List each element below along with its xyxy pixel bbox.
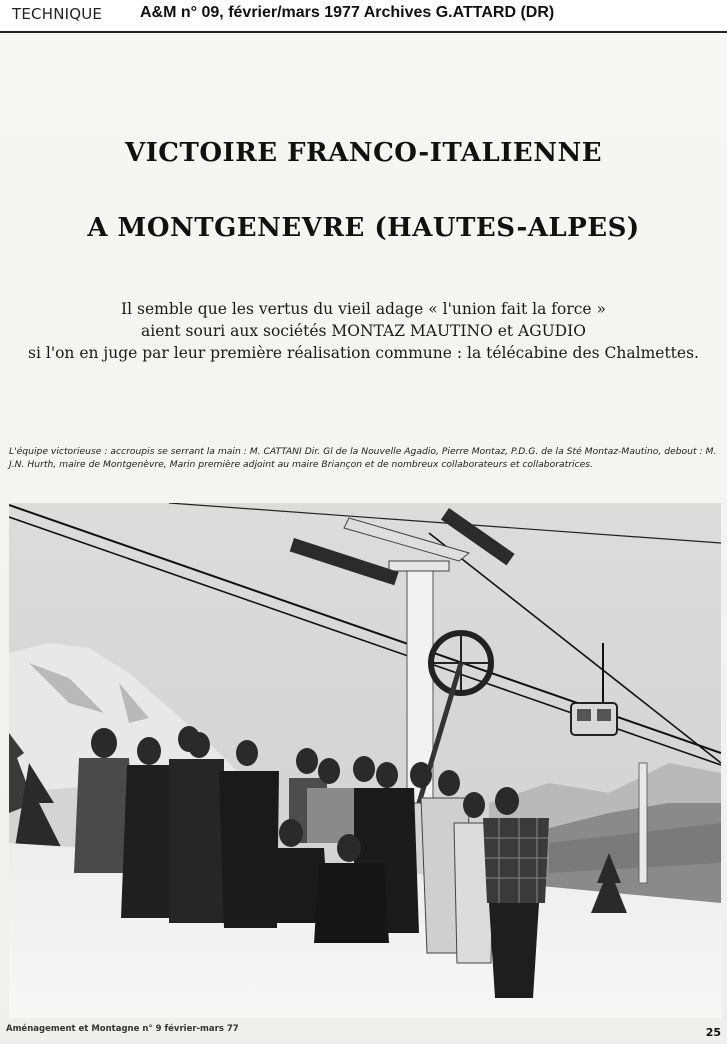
photo-caption: L'équipe victorieuse : accroupis se serrant la main : M. CATTANI Dir. Gl de la Nouvelle Agadio, Pierre Montaz, P.D.G. de la Sté Montaz-Mautino, debout : M. J.N. Hurth, maire de Montgenèvre, Marin première adjoint au maire Briançon et de nombreux collaborateurs et collaboratrices. (9, 446, 717, 470)
page-number: 25 (705, 1026, 721, 1039)
lead-line: Il semble que les vertus du vieil adage « l'union fait la force » (121, 300, 606, 318)
article-title-line1: VICTOIRE FRANCO-ITALIENNE (124, 138, 603, 168)
group-photo (9, 503, 721, 1018)
lead-paragraph (0, 298, 727, 364)
section-label: TECHNIQUE (12, 5, 103, 23)
header-rule (0, 31, 727, 33)
lead-line: aient souri aux sociétés MONTAZ MAUTINO et AGUDIO (141, 322, 586, 340)
photo-illustration (9, 503, 721, 1018)
source-line: A&M n° 09, février/mars 1977 Archives G.ATTARD (DR) (140, 4, 555, 21)
lead-line: si l'on en juge par leur première réalisation commune : la télécabine des Chalmettes. (28, 344, 699, 362)
article-title-line2: A MONTGENEVRE (HAUTES-ALPES) (87, 213, 640, 243)
footer-credit: Aménagement et Montagne n° 9 février-mars 77 (6, 1024, 239, 1034)
header-bar (0, 0, 727, 30)
